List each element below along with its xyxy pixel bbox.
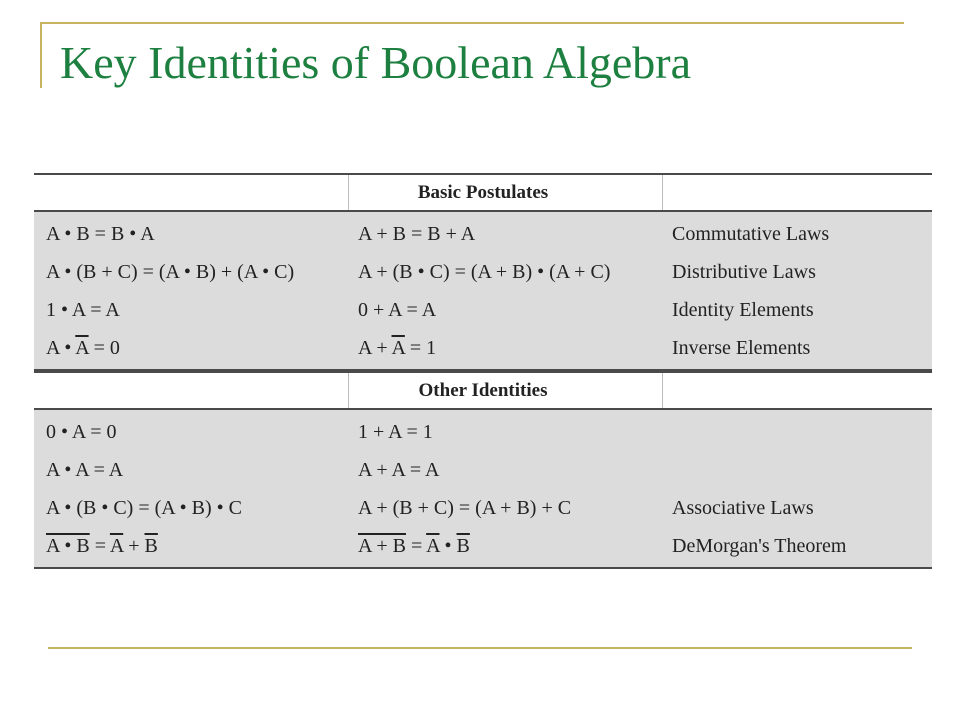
complement-a-and-b: A • B xyxy=(46,534,90,557)
or-identity-cell: 0 + A = A xyxy=(358,298,437,321)
section-heading: Other Identities xyxy=(418,380,548,401)
law-name-cell: Distributive Laws xyxy=(672,260,816,283)
slide-frame-left-rule xyxy=(40,22,42,88)
slide-frame-top-rule xyxy=(40,22,904,24)
and-identity-cell: 0 • A = 0 xyxy=(46,420,117,443)
expr-part: = xyxy=(405,534,427,557)
table-row xyxy=(34,527,932,565)
complement-a: $\overline{A}$ xyxy=(75,336,89,359)
and-identity-cell: A • B = B • A xyxy=(46,222,155,245)
or-identity-cell: A + A = A xyxy=(358,458,440,481)
complement-a: $\overline{A}$ xyxy=(109,534,124,557)
other-identities-group xyxy=(34,408,932,569)
and-identity-cell: A • A = A xyxy=(46,458,124,481)
law-name-cell: Associative Laws xyxy=(672,496,814,519)
section-heading: Basic Postulates xyxy=(417,182,549,203)
or-identity-cell xyxy=(348,535,662,558)
and-identity-cell: 1 • A = A xyxy=(46,298,120,321)
identities-table xyxy=(34,173,932,569)
expr-part: • xyxy=(439,534,457,557)
basic-postulates-group xyxy=(34,210,932,371)
table-row xyxy=(34,253,932,291)
law-name-cell: Commutative Laws xyxy=(672,222,830,245)
table-row xyxy=(34,291,932,329)
slide-title: Key Identities of Boolean Algebra xyxy=(60,37,692,88)
expr-part: = 0 xyxy=(88,336,120,359)
expr-part: = 1 xyxy=(404,336,437,359)
complement-a-or-b: A + B xyxy=(358,534,406,557)
and-identity-cell: A • (B • C) = (A • B) • C xyxy=(46,496,242,519)
expr-part: = xyxy=(89,534,110,557)
and-identity-cell: A • (B + C) = (A • B) + (A • C) xyxy=(46,260,295,283)
table-row xyxy=(34,413,932,451)
complement-b: $\overline{B}$ xyxy=(456,534,470,557)
table-row xyxy=(34,451,932,489)
table-row xyxy=(34,489,932,527)
complement-a: $\overline{A}$ xyxy=(426,534,440,557)
law-name-cell: DeMorgan's Theorem xyxy=(672,534,847,557)
section-header-basic-postulates xyxy=(34,173,932,210)
section-header-other-identities xyxy=(34,371,932,408)
expr-part: + xyxy=(123,534,145,557)
or-identity-cell: A + B = B + A xyxy=(358,222,476,245)
or-identity-cell: A + (B • C) = (A + B) • (A + C) xyxy=(358,260,611,283)
expr-part: A + xyxy=(358,336,392,359)
law-name-cell: Inverse Elements xyxy=(672,336,811,359)
and-identity-cell xyxy=(34,535,348,558)
law-name-cell: Identity Elements xyxy=(672,298,814,321)
expr-part: A • xyxy=(46,336,76,359)
complement-b: $\overline{B}$ xyxy=(144,534,158,557)
or-identity-cell: A + (B + C) = (A + B) + C xyxy=(358,496,572,519)
or-identity-cell: 1 + A = 1 xyxy=(358,420,433,443)
and-identity-cell xyxy=(34,337,348,360)
complement-a: $\overline{A}$ xyxy=(391,336,405,359)
table-row xyxy=(34,215,932,253)
table-row xyxy=(34,329,932,367)
or-identity-cell xyxy=(348,337,662,360)
slide-frame-bottom-rule xyxy=(48,647,912,649)
